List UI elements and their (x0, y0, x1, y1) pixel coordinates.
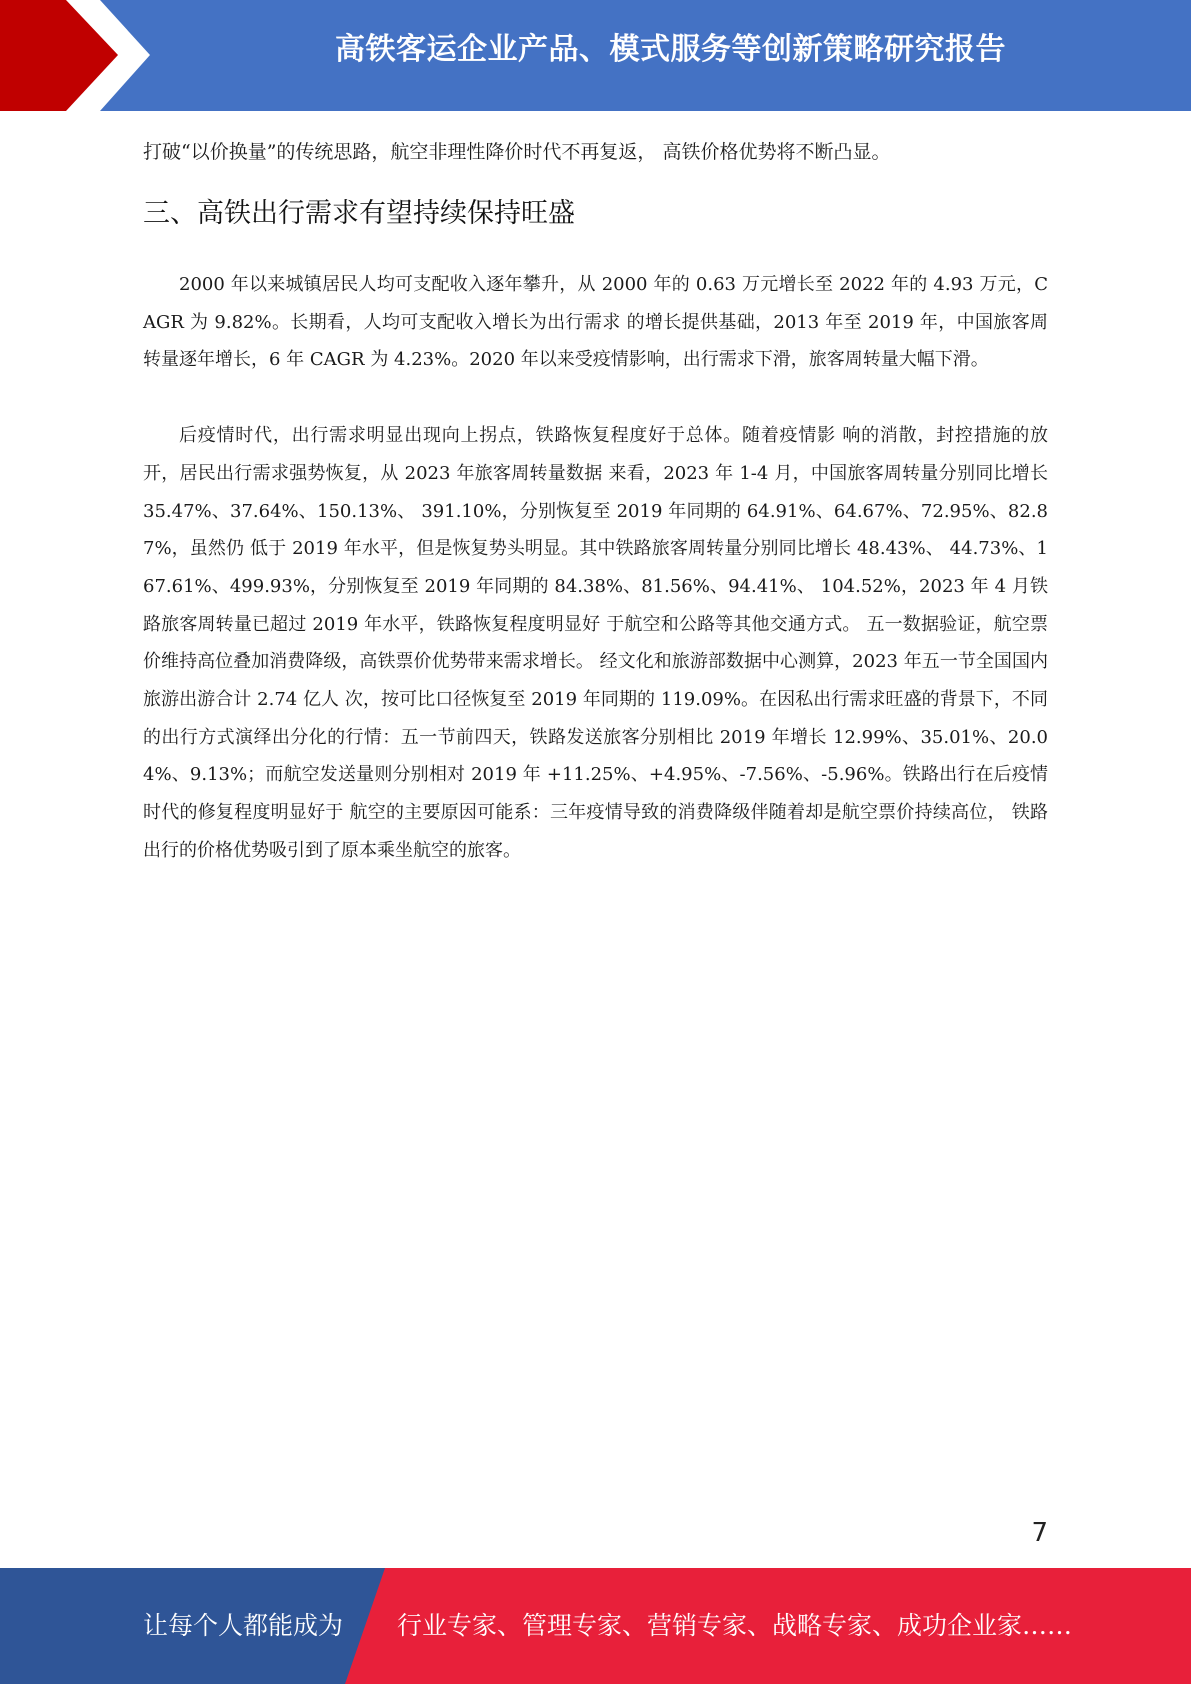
footer-slogan-right: 行业专家、管理专家、营销专家、战略专家、成功企业家…… (397, 1611, 1073, 1640)
section-heading: 三、高铁出行需求有望持续保持旺盛 (143, 198, 575, 229)
page-content (143, 130, 1048, 908)
paragraph-post-pandemic-recovery: 后疫情时代，出行需求明显出现向上拐点，铁路恢复程度好于总体。随着疫情影 响的消散，封控措施的放开，居民出行需求强势恢复，从 2023 年旅客周转量数据 来看，2023 年 1-4 月，中国旅客周转量分别同比增长 35.47%、37.64%、150.13%、 391.10%，分别恢复至 2019 年同期的 64.91%、64.67%、72.95%、82.87%，虽然仍 低于 2019 年水平，但是恢复势头明显。其中铁路旅客周转量分别同比增长 48.43%、 44.73%、167.61%、499.93%，分别恢复至 2019 年同期的 84.38%、81.56%、94.41%、 104.52%，2023 年 4 月铁路旅客周转量已超过 2019 年水平，铁路恢复程度明显好 于航空和公路等其他交通方式。 五一数据验证，航空票价维持高位叠加消费降级，高铁票价优势带来需求增长。 经文化和旅游部数据中心测算，2023 年五一节全国国内旅游出游合计 2.74 亿人 次，按可比口径恢复至 2019 年同期的 119.09%。在因私出行需求旺盛的背景下，不同的出行方式演绎出分化的行情：五一节前四天，铁路发送旅客分别相比 2019 年增长 12.99%、35.01%、20.04%、9.13%；而航空发送量则分别相对 2019 年 +11.25%、+4.95%、-7.56%、-5.96%。铁路出行在后疫情时代的修复程度明显好于 航空的主要原因可能系：三年疫情导致的消费降级伴随着却是航空票价持续高位， 铁路出行的价格优势吸引到了原本乘坐航空的旅客。 (143, 425, 1048, 861)
lead-sentence: 打破“以价换量”的传统思路，航空非理性降价时代不再复返， 高铁价格优势将不断凸显。 (143, 141, 891, 163)
page-footer (0, 1568, 1191, 1684)
page-header (0, 0, 1191, 111)
page-number: 7 (1031, 1518, 1048, 1548)
footer-slogan-left: 让每个人都能成为 (143, 1611, 344, 1640)
report-title: 高铁客运企业产品、模式服务等创新策略研究报告 (335, 32, 1006, 67)
header-chevron-decoration (0, 0, 160, 111)
paragraph-income-growth: 2000 年以来城镇居民人均可支配收入逐年攀升，从 2000 年的 0.63 万元增长至 2022 年的 4.93 万元，CAGR 为 9.82%。长期看，人均可支配收入增长为出行需求 的增长提供基础，2013 年至 2019 年，中国旅客周转量逐年增长，6 年 CAGR 为 4.23%。2020 年以来受疫情影响，出行需求下滑，旅客周转量大幅下滑。 (143, 274, 1048, 371)
